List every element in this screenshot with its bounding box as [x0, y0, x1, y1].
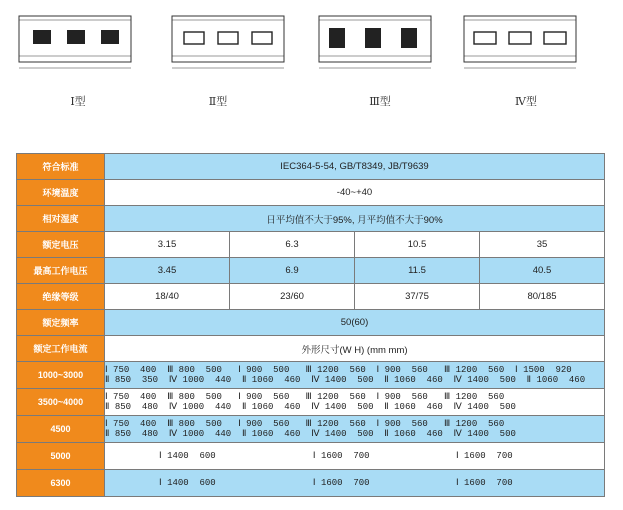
- dimension-row: [17, 362, 605, 389]
- row-label: 符合标准: [17, 154, 105, 180]
- spec-row: [17, 180, 605, 206]
- current-label: 6300: [17, 470, 105, 497]
- dimension-line-2: Ⅱ 850 350 Ⅳ 1000 440 Ⅱ 1060 460 Ⅳ 1400 500 Ⅱ 1060 460 Ⅳ 1400 500 Ⅱ 1060 460: [105, 375, 586, 385]
- spec-row: [17, 310, 605, 336]
- row-value: 外形尺寸(W H) (mm mm): [105, 336, 605, 362]
- row-value: 10.5: [355, 232, 480, 258]
- current-label: 3500~4000: [17, 389, 105, 416]
- row-value: 23/60: [230, 284, 355, 310]
- dimension-row: [17, 389, 605, 416]
- dimension-line-1: Ⅰ 1400 600 Ⅰ 1600 700 Ⅰ 1600 700: [105, 478, 513, 488]
- diagram-type-1: [15, 10, 135, 80]
- row-value: 3.15: [105, 232, 230, 258]
- dimension-line-1: Ⅰ 750 400 Ⅲ 800 500 Ⅰ 900 560 Ⅲ 1200 560 Ⅰ 900 560 Ⅲ 1200 560: [105, 419, 505, 429]
- spec-row: [17, 336, 605, 362]
- diagram-type-2: [168, 10, 288, 80]
- row-value: 3.45: [105, 258, 230, 284]
- row-value: 6.9: [230, 258, 355, 284]
- dimension-values: [105, 389, 605, 416]
- caption-type-1: Ⅰ型: [70, 96, 86, 108]
- row-label: 额定电压: [17, 232, 105, 258]
- dimension-values: [105, 470, 605, 497]
- row-value: 6.3: [230, 232, 355, 258]
- spec-row: [17, 258, 605, 284]
- dimension-line-1: Ⅰ 750 400 Ⅲ 800 500 Ⅰ 900 560 Ⅲ 1200 560 Ⅰ 900 560 Ⅲ 1200 560: [105, 392, 505, 402]
- spec-row: [17, 154, 605, 180]
- dimension-row: [17, 416, 605, 443]
- row-value: 80/185: [480, 284, 605, 310]
- spec-row: [17, 232, 605, 258]
- dimension-values: [105, 362, 605, 389]
- dimension-values: [105, 416, 605, 443]
- row-label: 相对湿度: [17, 206, 105, 232]
- current-label: 1000~3000: [17, 362, 105, 389]
- dimension-line-2: Ⅱ 850 480 Ⅳ 1000 440 Ⅱ 1060 460 Ⅳ 1400 500 Ⅱ 1060 460 Ⅳ 1400 500: [105, 429, 516, 439]
- spec-row: [17, 284, 605, 310]
- busbar-enclosure-drawing: [168, 10, 288, 80]
- row-value: 11.5: [355, 258, 480, 284]
- row-value: 35: [480, 232, 605, 258]
- row-value: 18/40: [105, 284, 230, 310]
- row-value: 日平均值不大于95%, 月平均值不大于90%: [105, 206, 605, 232]
- spec-row: [17, 206, 605, 232]
- busbar-enclosure-drawing: [315, 10, 435, 80]
- row-label: 额定工作电流: [17, 336, 105, 362]
- diagram-type-3: [315, 10, 435, 80]
- row-value: 50(60): [105, 310, 605, 336]
- row-value: 37/75: [355, 284, 480, 310]
- dimension-values: [105, 443, 605, 470]
- dimension-line-1: Ⅰ 750 400 Ⅲ 800 500 Ⅰ 900 500 Ⅲ 1200 560 Ⅰ 900 560 Ⅲ 1200 560 Ⅰ 1500 920: [105, 365, 572, 375]
- caption-type-3: Ⅲ型: [369, 96, 391, 108]
- row-value: IEC364-5-54, GB/T8349, JB/T9639: [105, 154, 605, 180]
- row-label: 绝缘等级: [17, 284, 105, 310]
- row-value: 40.5: [480, 258, 605, 284]
- dimension-line-2: Ⅱ 850 480 Ⅳ 1000 440 Ⅱ 1060 460 Ⅳ 1400 500 Ⅱ 1060 460 Ⅳ 1400 500: [105, 402, 516, 412]
- diagram-type-4: [460, 10, 580, 80]
- row-label: 最高工作电压: [17, 258, 105, 284]
- current-label: 4500: [17, 416, 105, 443]
- dimension-row: [17, 443, 605, 470]
- dimension-row: [17, 470, 605, 497]
- caption-type-4: Ⅳ型: [515, 96, 537, 108]
- row-value: -40~+40: [105, 180, 605, 206]
- row-label: 额定频率: [17, 310, 105, 336]
- current-label: 5000: [17, 443, 105, 470]
- busbar-enclosure-drawing: [460, 10, 580, 80]
- spec-table: [16, 153, 605, 497]
- row-label: 环境温度: [17, 180, 105, 206]
- busbar-enclosure-drawing: [15, 10, 135, 80]
- dimension-line-1: Ⅰ 1400 600 Ⅰ 1600 700 Ⅰ 1600 700: [105, 451, 513, 461]
- caption-type-2: Ⅱ型: [208, 96, 228, 108]
